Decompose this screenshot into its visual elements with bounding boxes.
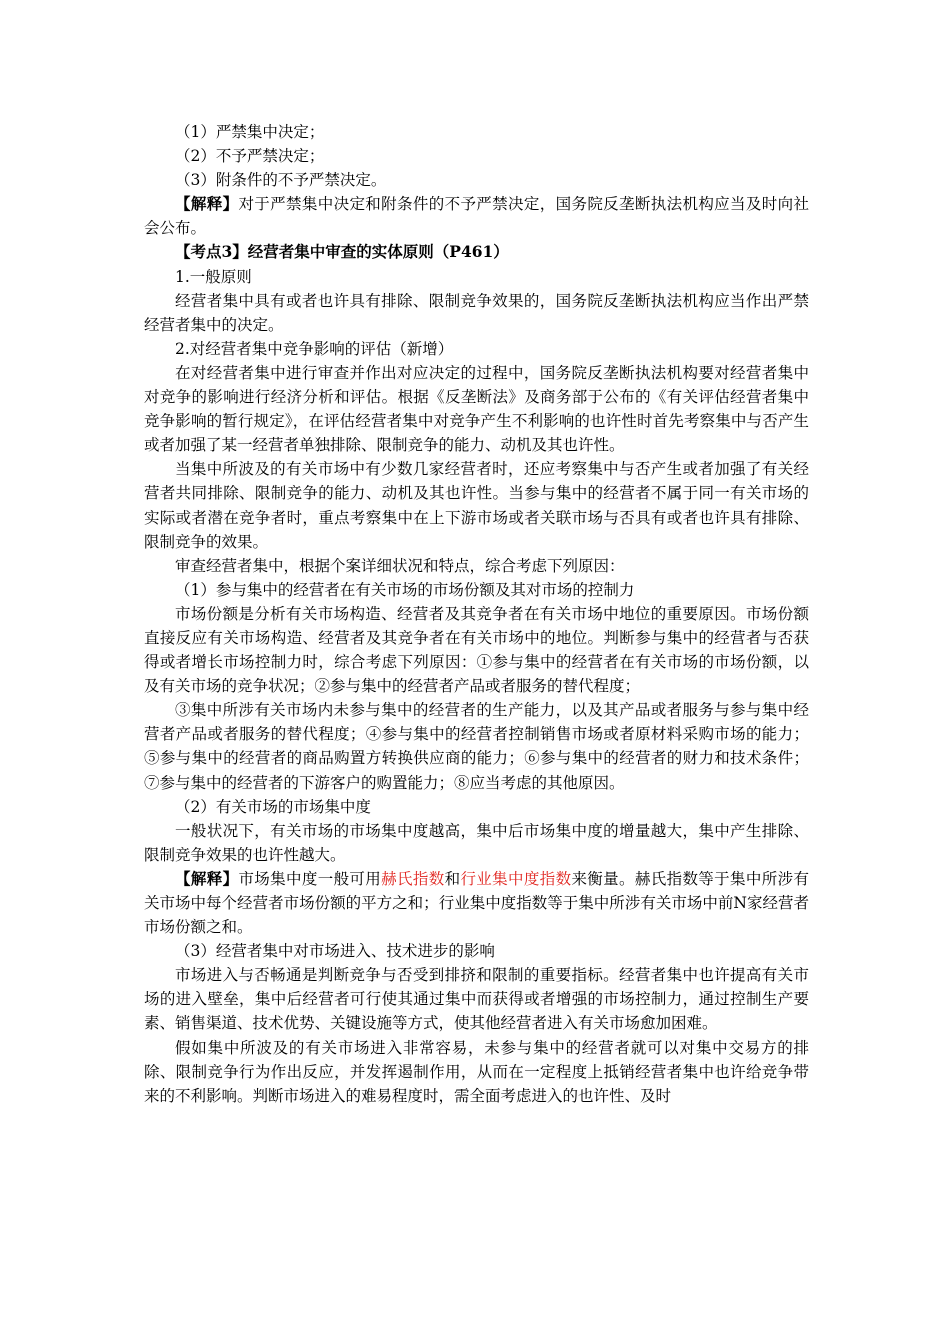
- body-paragraph: 假如集中所波及的有关市场进入非常容易，未参与集中的经营者就可以对集中交易方的排除、限制竞争行为作出反应，并发挥遏制作用，从而在一定程度上抵销经营者集中也许给竞争带来的不利影响。判断市场进入的难易程度时，需全面考虑进入的也许性、及时: [144, 1038, 809, 1105]
- body-paragraph: 市场进入与否畅通是判断竞争与否受到排挤和限制的重要指标。经营者集中也许提高有关市场的进入壁垒，集中后经营者可行使其通过集中而获得或者增强的市场控制力，通过控制生产要素、销售渠道、技术优势、关键设施等方式，使其他经营者进入有关市场愈加困难。: [144, 966, 809, 1033]
- highlight-cr-index: 行业集中度指数: [460, 869, 572, 888]
- document-page: [144, 120, 809, 1108]
- explanation-text: 来衡量。赫氏指数等于集中所涉有关市场中每个经营者市场份额的平方之和；行业集中度指数等于集中所涉有关市场中前N家经营者市场份额之和。: [144, 869, 809, 937]
- explanation-text: 和: [444, 869, 461, 888]
- decision-item-3: （3）附条件的不予严禁决定。: [175, 171, 387, 190]
- decision-item-1: （1）严禁集中决定；: [175, 123, 325, 141]
- subheading-competition-assessment: 2.对经营者集中竞争影响的评估（新增）: [175, 339, 454, 358]
- explanation-paragraph-2: [144, 867, 809, 939]
- decision-item-2: （2）不予严禁决定；: [175, 147, 325, 166]
- section-heading: 【考点3】经营者集中审查的实体原则（P461）: [175, 242, 509, 262]
- factor-heading-3: （3）经营者集中对市场进入、技术进步的影响: [175, 942, 495, 961]
- body-paragraph: 市场份额是分析有关市场构造、经营者及其竞争者在有关市场中地位的重要原因。市场份额直接反应有关市场构造、经营者及其竞争者在有关市场中的地位。判断参与集中的经营者与否获得或者增长市场控制力时，综合考虑下列原因：①参与集中的经营者在有关市场的市场份额，以及有关市场的竞争状况；②参与集中的经营者产品或者服务的替代程度；: [144, 604, 809, 696]
- factor-heading-2: （2）有关市场的市场集中度: [175, 797, 371, 816]
- explanation-text: 对于严禁集中决定和附条件的不予严禁决定，国务院反垄断执法机构应当及时向社会公布。: [144, 195, 809, 238]
- explanation-paragraph-1: [144, 192, 809, 240]
- explanation-text: 市场集中度一般可用: [238, 869, 382, 888]
- body-paragraph: ③集中所涉有关市场内未参与集中的经营者的生产能力，以及其产品或者服务与参与集中经营者产品或者服务的替代程度；④参与集中的经营者控制销售市场或者原材料采购市场的能力；⑤参与集中的经营者的商品购置方转换供应商的能力；⑥参与集中的经营者的财力和技术条件；⑦参与集中的经营者的下游客户的购置能力；⑧应当考虑的其他原因。: [144, 701, 809, 792]
- body-paragraph: 当集中所波及的有关市场中有少数几家经营者时，还应考察集中与否产生或者加强了有关经营者共同排除、限制竞争的能力、动机及其也许性。当参与集中的经营者不属于同一有关市场的实际或者潜在竞争者时，重点考察集中在上下游市场或者关联市场与否具有或者也许具有排除、限制竞争的效果。: [144, 460, 809, 551]
- body-paragraph: 审查经营者集中，根据个案详细状况和特点，综合考虑下列原因：: [175, 556, 625, 575]
- body-paragraph: 一般状况下，有关市场的市场集中度越高，集中后市场集中度的增量越大，集中产生排除、限制竞争效果的也许性越大。: [144, 821, 809, 864]
- highlight-hhi: 赫氏指数: [381, 869, 445, 888]
- body-paragraph: 在对经营者集中进行审查并作出对应决定的过程中，国务院反垄断执法机构要对经营者集中对竞争的影响进行经济分析和评估。根据《反垄断法》及商务部于公布的《有关评估经营者集中竞争影响的暂行规定》，在评估经营者集中对竞争产生不利影响的也许性时首先考察集中与否产生或者加强了某一经营者单独排除、限制竞争的能力、动机及其也许性。: [144, 363, 809, 455]
- explanation-label: 【解释】: [175, 868, 239, 888]
- factor-heading-1: （1）参与集中的经营者在有关市场的市场份额及其对市场的控制力: [175, 580, 635, 599]
- body-paragraph: 经营者集中具有或者也许具有排除、限制竞争效果的，国务院反垄断执法机构应当作出严禁经营者集中的决定。: [144, 291, 809, 334]
- subheading-general-principle: 1.一般原则: [175, 267, 252, 286]
- explanation-label: 【解释】: [175, 194, 239, 214]
